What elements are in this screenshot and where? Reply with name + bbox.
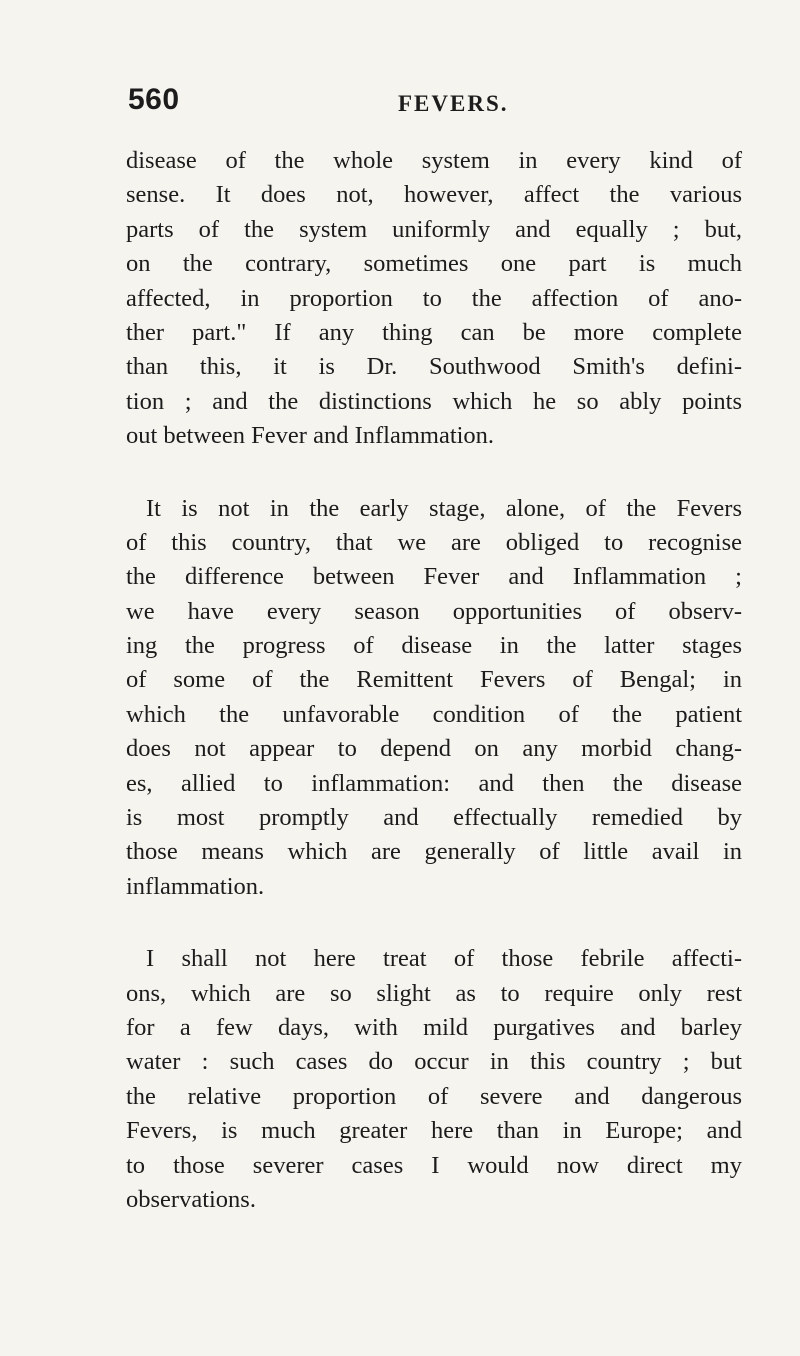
text-line: observations. bbox=[126, 1185, 256, 1213]
page-header bbox=[128, 80, 728, 120]
paragraph-spacer bbox=[126, 904, 742, 942]
text-line: inflammation. bbox=[126, 872, 265, 900]
text-line: I shall not here treat of those febrile affecti- bbox=[146, 945, 742, 973]
text-line: on the contrary, sometimes one part is much bbox=[126, 250, 742, 278]
paragraph-3 bbox=[126, 942, 742, 1217]
text-line: of this country, that we are obliged to recognise bbox=[126, 528, 742, 556]
text-line: ther part." If any thing can be more complete bbox=[126, 318, 742, 346]
body-text bbox=[126, 144, 742, 1217]
text-line: parts of the system uniformly and equally ; but, bbox=[126, 215, 742, 243]
text-line: we have every season opportunities of observ- bbox=[126, 597, 742, 625]
text-line: for a few days, with mild purgatives and barley bbox=[126, 1013, 742, 1041]
page-number: 560 bbox=[128, 83, 180, 116]
text-line: those means which are generally of little avail in bbox=[126, 838, 742, 866]
text-line: the difference between Fever and Inflammation ; bbox=[126, 563, 742, 591]
text-line: It is not in the early stage, alone, of the Fevers bbox=[146, 494, 742, 522]
text-line: water : such cases do occur in this country ; but bbox=[126, 1048, 742, 1076]
paragraph-2 bbox=[126, 492, 742, 905]
text-line: es, allied to inflammation: and then the disease bbox=[126, 769, 742, 797]
text-line: than this, it is Dr. Southwood Smith's defini- bbox=[126, 353, 742, 381]
text-line: Fevers, is much greater here than in Europe; and bbox=[126, 1117, 742, 1145]
running-title: FEVERS. bbox=[398, 91, 509, 116]
text-line: ing the progress of disease in the latter stages bbox=[126, 632, 742, 660]
text-line: affected, in proportion to the affection of ano- bbox=[126, 284, 742, 312]
text-line: is most promptly and effectually remedied by bbox=[126, 804, 742, 832]
paragraph-spacer bbox=[126, 454, 742, 492]
text-line: out between Fever and Inflammation. bbox=[126, 422, 495, 450]
text-line: which the unfavorable condition of the patient bbox=[126, 700, 742, 728]
text-line: does not appear to depend on any morbid chang- bbox=[126, 735, 742, 763]
paragraph-1 bbox=[126, 144, 742, 454]
text-line: the relative proportion of severe and dangerous bbox=[126, 1082, 742, 1110]
text-line: ons, which are so slight as to require only rest bbox=[126, 979, 742, 1007]
text-line: sense. It does not, however, affect the various bbox=[126, 181, 742, 209]
text-line: to those severer cases I would now direct my bbox=[126, 1151, 742, 1179]
text-line: of some of the Remittent Fevers of Bengal; in bbox=[126, 666, 742, 694]
text-line: tion ; and the distinctions which he so ably points bbox=[126, 387, 742, 415]
text-line: disease of the whole system in every kind of bbox=[126, 147, 742, 174]
